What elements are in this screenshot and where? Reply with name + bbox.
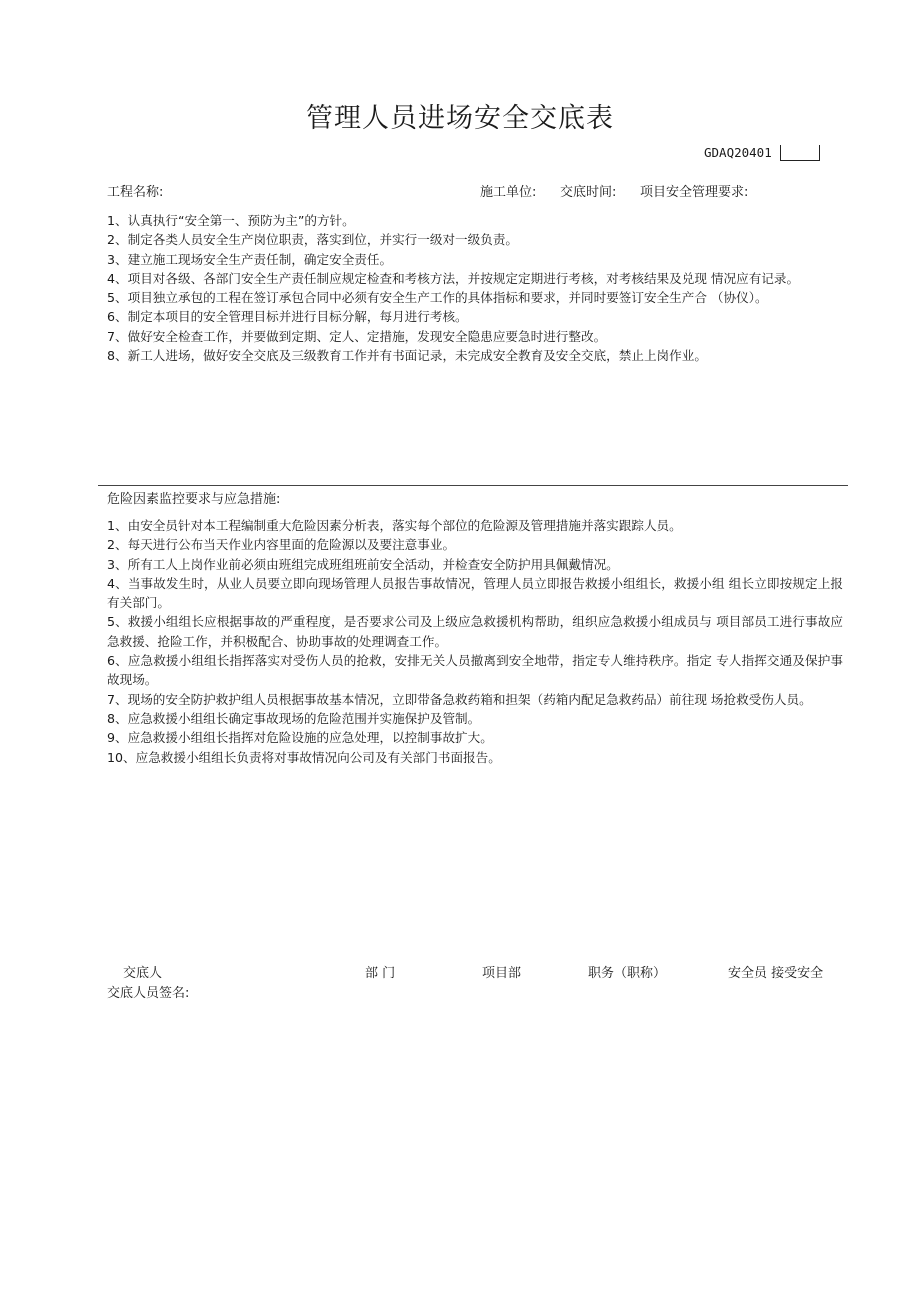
project-dept-label: 项目部: [482, 966, 522, 981]
section-divider: [98, 485, 848, 486]
list-item: 8、新工人进场，做好安全交底及三级教育工作并有书面记录，未完成安全教育及安全交底，禁止上岗作业。: [107, 348, 707, 364]
safety-requirements-label: 项目安全管理要求:: [640, 185, 749, 200]
list-item: 9、应急救援小组组长指挥对危险设施的应急处理，以控制事故扩大。: [107, 730, 493, 746]
document-title: 管理人员进场安全交底表: [306, 103, 614, 134]
project-name-label: 工程名称:: [107, 185, 164, 200]
list-item: 8、应急救援小组组长确定事故现场的危险范围并实施保护及管制。: [107, 710, 481, 726]
list-item: 4、当事故发生时，从业人员要立即向现场管理人员报告事故情况，管理人员立即报告救援小组组长，救援小组 组长立即按规定上报有关部门。: [107, 575, 843, 611]
list-item: 1、认真执行“安全第一、预防为主”的方针。: [107, 213, 355, 228]
position-label: 职务（职称）: [588, 966, 667, 981]
list-item: 7、现场的安全防护救护组人员根据事故基本情况，立即带备急救药箱和担架（药箱内配足急救药品）前往现 场抢救受伤人员。: [107, 691, 812, 707]
briefer-label: 交底人: [123, 966, 163, 981]
list-item: 3、所有工人上岗作业前必须由班组完成班组班前安全活动，并检查安全防护用具佩戴情况。: [107, 556, 619, 572]
list-item: 1、由安全员针对本工程编制重大危险因素分析表，落实每个部位的危险源及管理措施并落实跟踪人员。: [107, 518, 682, 533]
signature-label: 交底人员签名:: [107, 986, 190, 1001]
list-item: 6、应急救援小组组长指挥落实对受伤人员的抢救，安排无关人员撤离到安全地带，指定专人维持秩序。指定 专人指挥交通及保护事故现场。: [107, 653, 843, 688]
hazard-section-heading: 危险因素监控要求与应急措施:: [107, 492, 281, 507]
list-item: 2、制定各类人员安全生产岗位职责，落实到位，并实行一级对一级负责。: [107, 232, 519, 248]
safety-officer-label: 安全员 接受安全: [728, 966, 824, 981]
briefing-time-label: 交底时间:: [560, 185, 617, 200]
list-item: 10、应急救援小组组长负责将对事故情况向公司及有关部门书面报告。: [107, 749, 501, 765]
list-item: 7、做好安全检查工作，并要做到定期、定人、定措施，发现安全隐患应要急时进行整改。: [107, 328, 607, 344]
list-item: 3、建立施工现场安全生产责任制，确定安全责任。: [107, 251, 393, 267]
construction-unit-label: 施工单位:: [480, 185, 537, 200]
list-item: 5、项目独立承包的工程在签订承包合同中必须有安全生产工作的具体指标和要求，并同时要签订安全生产合 （协仪）。: [107, 290, 768, 306]
list-item: 5、救援小组组长应根据事故的严重程度，是否要求公司及上级应急救援机构帮助，组织应急救援小组成员与 项目部员工进行事故应急救援、抢险工作，并积极配合、协助事故的处理调查工作。: [107, 614, 843, 649]
list-item: 6、制定本项目的安全管理目标并进行目标分解，每月进行考核。: [107, 309, 468, 325]
document-code: GDAQ20401: [704, 145, 772, 160]
hazard-measures-list: [107, 516, 843, 767]
list-item: 4、项目对各级、各部门安全生产责任制应规定检查和考核方法，并按规定定期进行考核，对考核结果及兑现 情况应有记录。: [107, 270, 800, 286]
safety-requirements-list: [107, 211, 843, 365]
list-item: 2、每天进行公布当天作业内容里面的危险源以及要注意事业。: [107, 537, 456, 553]
document-code-box: [780, 145, 820, 161]
department-label: 部 门: [365, 966, 396, 981]
